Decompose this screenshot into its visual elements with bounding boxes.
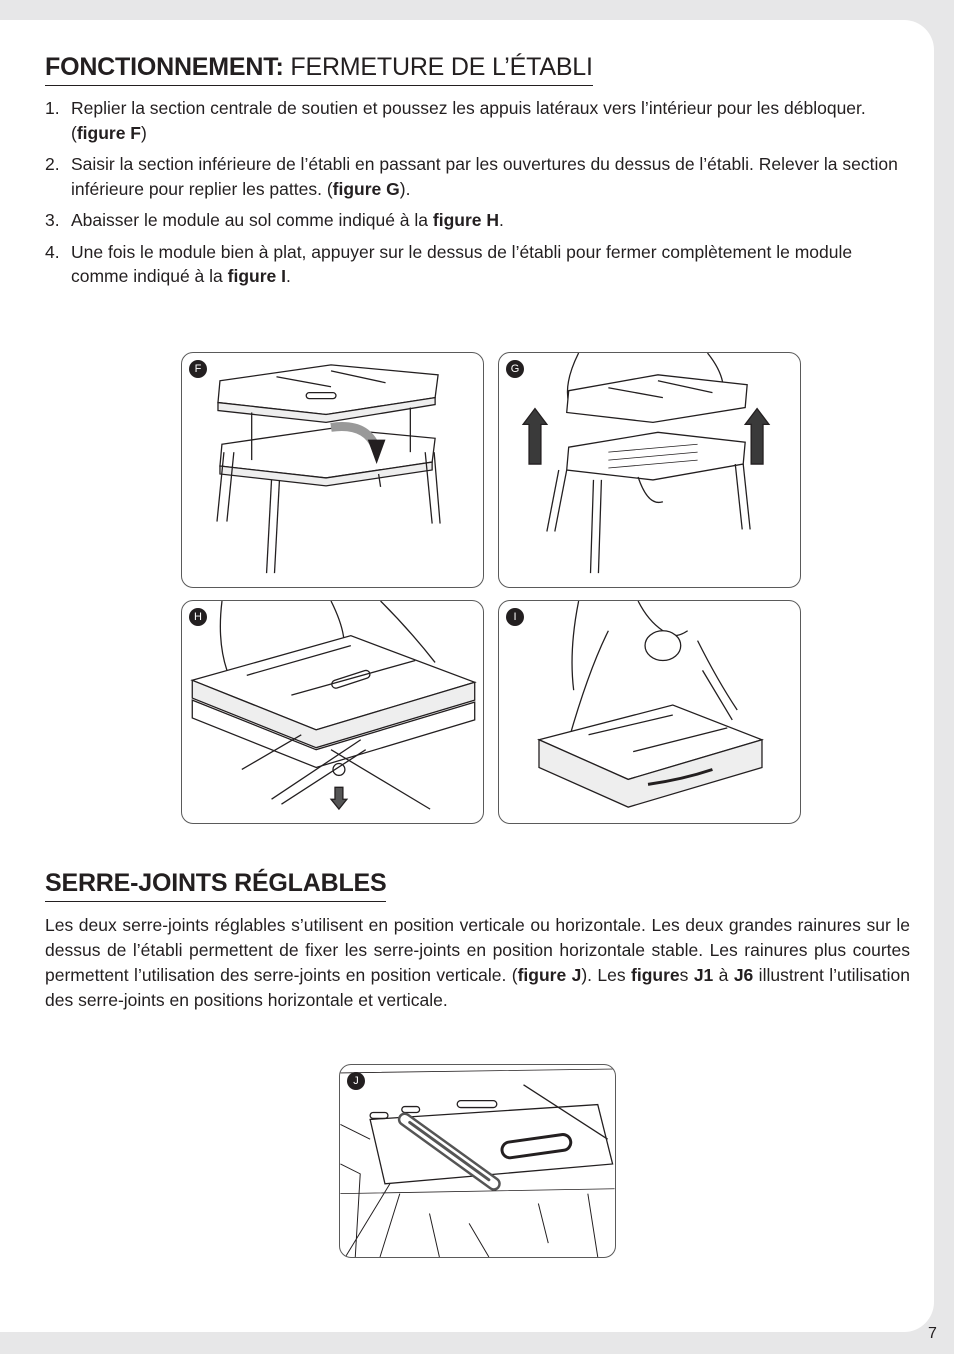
lowering-module-illustration bbox=[182, 601, 483, 823]
figure-h-label: H bbox=[189, 608, 207, 626]
figure-j-label: J bbox=[347, 1072, 365, 1090]
figure-i bbox=[498, 600, 801, 824]
closing-steps-list bbox=[45, 96, 910, 296]
figure-f-label: F bbox=[189, 360, 207, 378]
clamp-grooves-closeup-illustration bbox=[340, 1065, 615, 1257]
figure-f bbox=[181, 352, 484, 588]
section-title-fonctionnement: FONCTIONNEMENT: FERMETURE DE L’ÉTABLI bbox=[45, 53, 593, 86]
figure-g bbox=[498, 352, 801, 588]
step-3: 3. Abaisser le module au sol comme indiqué à la figure H. bbox=[45, 210, 504, 230]
figure-j bbox=[339, 1064, 616, 1258]
step-4: 4. Une fois le module bien à plat, appuyer sur le dessus de l’établi pour fermer complètement le module comme indiqué à la figure I. bbox=[45, 241, 853, 286]
step-2: 2. Saisir la section inférieure de l’établi en passant par les ouvertures du dessus de l’établi. Relever la section inférieure pour replier les pattes. (figure G). bbox=[45, 154, 898, 199]
clamps-paragraph: Les deux serre-joints réglables s’utilisent en position verticale ou horizontale. Les deux grandes rainures sur le dessus de l’établi permettent de fixer les serre-joints en position horizontale stable. Les rainures plus courtes permettent l’utilisation des serre-joints en position verticale. (figure J). Les figures J1 à J6 illustrent l’utilisation des serre-joints en positions horizontale et verticale. bbox=[45, 915, 910, 1010]
page-number: 7 bbox=[928, 1325, 937, 1342]
pressing-module-closed-illustration bbox=[499, 601, 800, 823]
workbench-open-illustration bbox=[182, 353, 483, 587]
section-title-serre-joints: SERRE-JOINTS RÉGLABLES bbox=[45, 869, 386, 902]
figure-h bbox=[181, 600, 484, 824]
step-1: 1. Replier la section centrale de soutien et poussez les appuis latéraux vers l’intérieur pour les débloquer. (figure F) bbox=[45, 98, 866, 143]
figure-g-label: G bbox=[506, 360, 524, 378]
figure-i-label: I bbox=[506, 608, 524, 626]
lifting-lower-section-illustration bbox=[499, 353, 800, 587]
